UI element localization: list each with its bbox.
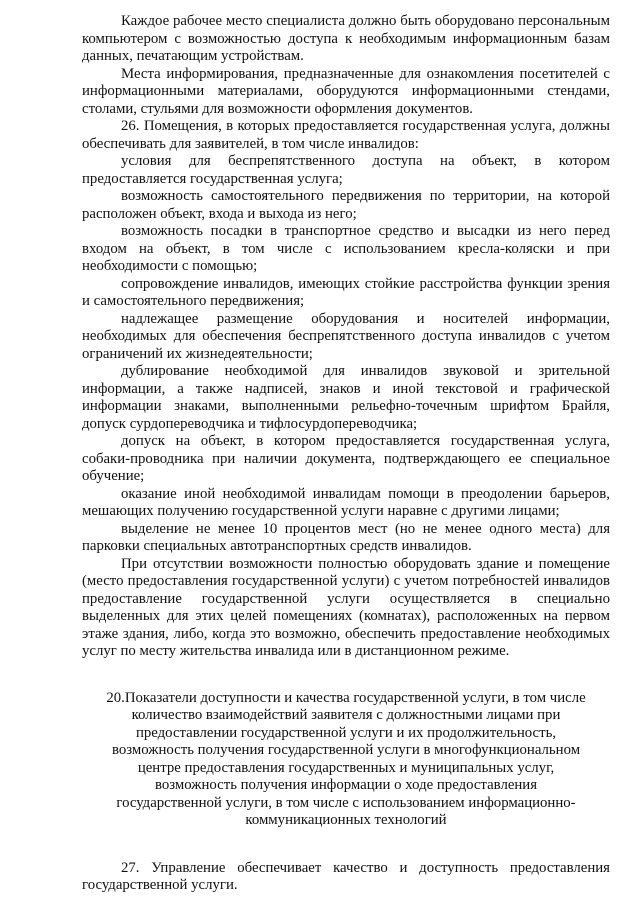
list-item-assistance: оказание иной необходимой инвалидам помощи в преодолении барьеров, мешающих получению государственной услуги наравне с другими лицами; (82, 485, 610, 519)
list-item-parking: выделение не менее 10 процентов мест (но не менее одного места) для парковки специальных автотранспортных средств инвалидов. (82, 520, 610, 554)
list-item-transport: возможность посадки в транспортное средство и высадки из него перед входом на объект, в том числе с использованием кресла-коляски и при необходимости с помощью; (82, 223, 610, 274)
list-item-guide-dog: допуск на объект, в котором предоставляется государственная услуга, собаки-проводника при наличии документа, подтверждающего ее специальное обучение; (82, 433, 610, 484)
list-item-access-conditions: условия для беспрепятственного доступа на объект, в котором предоставляется государственная услуга; (82, 153, 610, 187)
paragraph-27-quality: 27. Управление обеспечивает качество и доступность предоставления государственной услуги. (82, 859, 610, 893)
paragraph-info-places: Места информирования, предназначенные для ознакомления посетителей с информационными материалами, оборудуются информационными стендами, столами, стульями для возможности оформления документов. (82, 65, 610, 117)
paragraph-workstation: Каждое рабочее место специалиста должно быть оборудовано персональным компьютером с возможностью доступа к необходимым информационным базам данных, печатающим устройствам. (82, 13, 610, 64)
list-item-movement: возможность самостоятельного передвижения по территории, на которой расположен объект, входа и выхода из него; (82, 188, 610, 222)
section-heading-20: 20.Показатели доступности и качества государственной услуги, в том числе количество взаимодействий заявителя с должностными лицами при предоставлении государственной услуги и их продолжительность, возможность получения государственной услуги в многофункциональном центре предоставления государственных и муниципальных услуг, возможность получения информации о ходе предоставления государственной услуги, в том числе с использованием информационно-коммуникационных технологий (106, 689, 586, 828)
paragraph-26-premises: 26. Помещения, в которых предоставляется государственная услуга, должны обеспечивать для заявителей, в том числе инвалидов: (82, 118, 610, 152)
list-item-escort: сопровождение инвалидов, имеющих стойкие расстройства функции зрения и самостоятельного передвижения; (82, 275, 610, 309)
list-item-duplication: дублирование необходимой для инвалидов звуковой и зрительной информации, а также надписей, знаков и иной текстовой и графической информации знаками, выполненными рельефно-точечным шрифтом Брайля, допуск сурдопереводчика и тифлосурдопереводчика; (82, 363, 610, 432)
list-item-equipment: надлежащее размещение оборудования и носителей информации, необходимых для обеспечения беспрепятственного доступа инвалидов с учетом ограничений их жизнедеятельности; (82, 310, 610, 362)
paragraph-no-possibility: При отсутствии возможности полностью оборудовать здание и помещение (место предоставления государственной услуги) с учетом потребностей инвалидов предоставление государственной услуги осуществляется в специально выделенных для этих целей помещениях (комнатах), расположенных на первом этаже здания, либо, когда это возможно, обеспечить предоставление необходимых услуг по месту жительства инвалида или в дистанционном режиме. (82, 555, 610, 659)
